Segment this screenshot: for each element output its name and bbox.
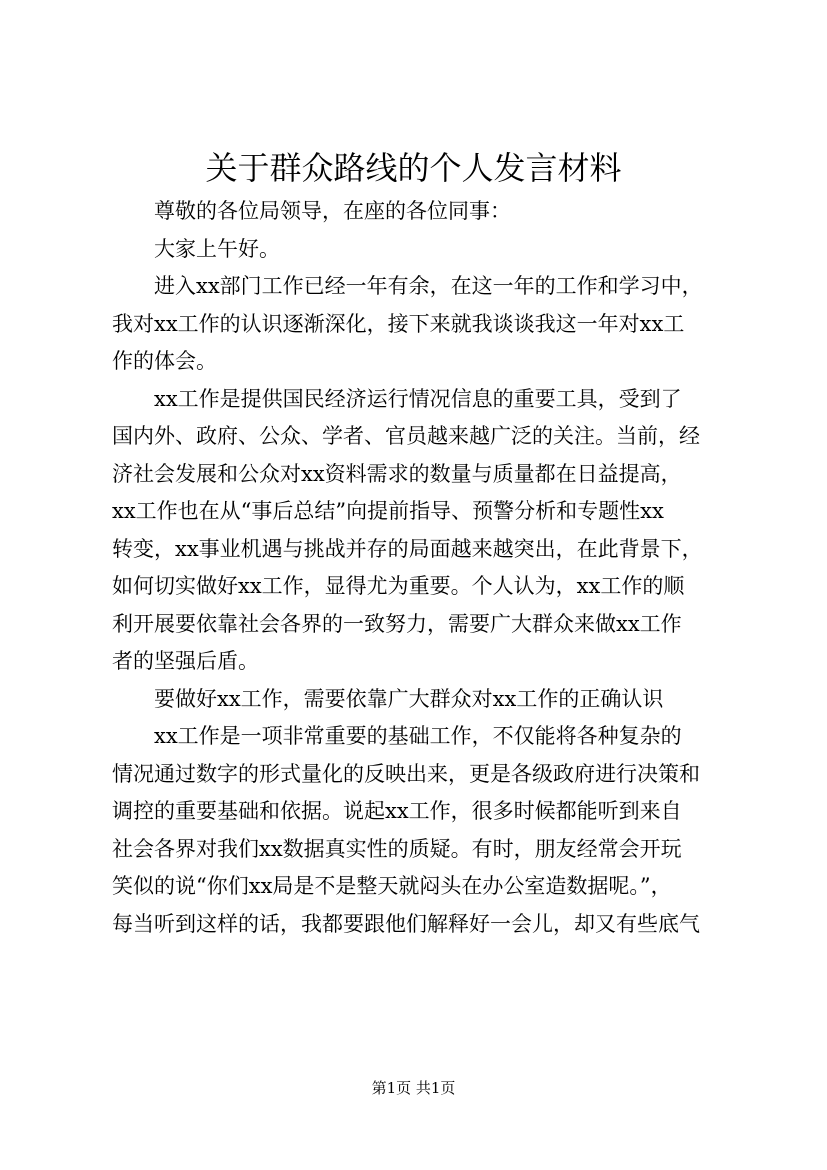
body-line: 尊敬的各位局领导，在座的各位同事： <box>154 199 511 223</box>
body-line: 济社会发展和公众对xx资料需求的数量与质量都在日益提高， <box>112 461 682 486</box>
body-line: 社会各界对我们xx数据真实性的质疑。有时，朋友经常会开玩 <box>112 836 682 861</box>
body-line: 转变，xx事业机遇与挑战并存的局面越来越突出，在此背景下， <box>112 536 703 561</box>
body-line: 如何切实做好xx工作，显得尤为重要。个人认为，xx工作的顺 <box>112 574 685 598</box>
body-line: 作的体会。 <box>112 349 217 373</box>
page-footer: 第1页 共1页 <box>371 1079 456 1097</box>
body-line: 进入xx部门工作已经一年有余，在这一年的工作和学习中， <box>154 274 703 298</box>
body-line: xx工作也在从“事后总结”向提前指导、预警分析和专题性xx <box>112 499 664 523</box>
body-line: 要做好xx工作，需要依靠广大群众对xx工作的正确认识 <box>154 686 664 711</box>
body-line: 笑似的说“你们xx局是不是整天就闷头在办公室造数据呢。”， <box>112 874 672 898</box>
document-title: 关于群众路线的个人发言材料 <box>205 149 622 187</box>
body-line: xx工作是提供国民经济运行情况信息的重要工具，受到了 <box>154 386 682 411</box>
body-line: 者的坚强后盾。 <box>112 649 259 673</box>
body-line: 情况通过数字的形式量化的反映出来，更是各级政府进行决策和 <box>112 761 700 786</box>
body-line: 利开展要依靠社会各界的一致努力，需要广大群众来做xx工作 <box>112 611 682 636</box>
body-line: 每当听到这样的话，我都要跟他们解释好一会儿，却又有些底气 <box>112 911 700 936</box>
body-line: 国内外、政府、公众、学者、官员越来越广泛的关注。当前，经 <box>112 424 700 448</box>
document-body <box>112 193 744 943</box>
body-line: 大家上午好。 <box>154 236 280 261</box>
body-line: 我对xx工作的认识逐渐深化，接下来就我谈谈我这一年对xx工 <box>112 311 685 336</box>
body-line: xx工作是一项非常重要的基础工作，不仅能将各种复杂的 <box>154 724 682 748</box>
body-line: 调控的重要基础和依据。说起xx工作，很多时候都能听到来自 <box>112 799 682 823</box>
